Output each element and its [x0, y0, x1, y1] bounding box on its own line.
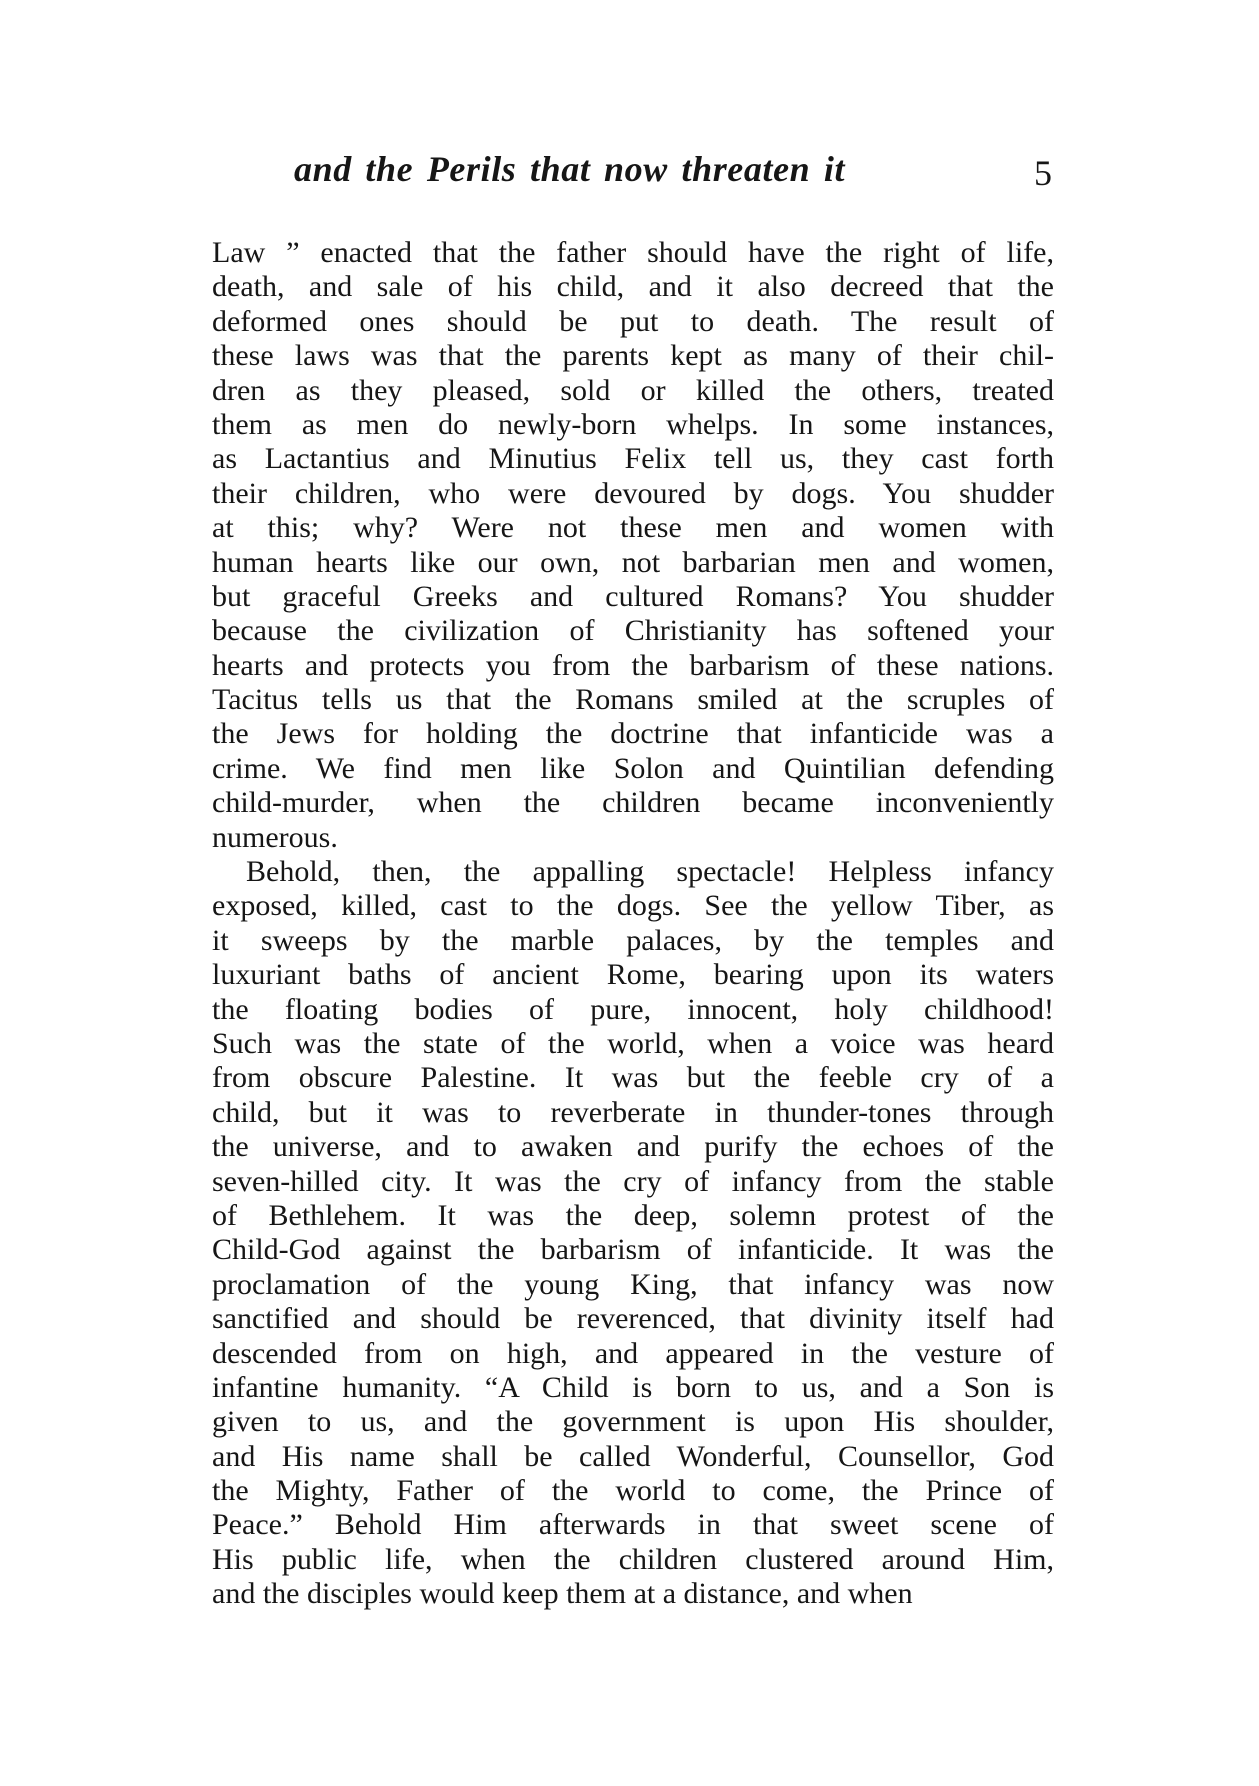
- text-line: Behold, then, the appalling spectacle! Helpless infancy: [246, 855, 1054, 889]
- text-line: their children, who were devoured by dogs. You shudder: [212, 476, 1054, 510]
- text-line: exposed, killed, cast to the dogs. See the yellow Tiber, as: [212, 889, 1054, 923]
- text-line: the Mighty, Father of the world to come, the Prince of: [212, 1474, 1054, 1508]
- text-line: child, but it was to reverberate in thunder-tones through: [212, 1095, 1054, 1129]
- paragraph: [212, 236, 1054, 855]
- text-line: crime. We find men like Solon and Quintilian defending: [212, 751, 1054, 785]
- text-line: at this; why? Were not these men and women with: [212, 511, 1054, 545]
- text-line: given to us, and the government is upon His shoulder,: [212, 1405, 1054, 1439]
- text-line: Such was the state of the world, when a voice was heard: [212, 1026, 1054, 1060]
- text-line: His public life, when the children clustered around Him,: [212, 1542, 1054, 1576]
- text-line: luxuriant baths of ancient Rome, bearing upon its waters: [212, 958, 1054, 992]
- text-line: as Lactantius and Minutius Felix tell us, they cast forth: [212, 442, 1054, 476]
- text-line: from obscure Palestine. It was but the feeble cry of a: [212, 1061, 1054, 1095]
- text-line: hearts and protects you from the barbarism of these nations.: [212, 648, 1054, 682]
- text-line: and His name shall be called Wonderful, Counsellor, God: [212, 1439, 1054, 1473]
- text-line: seven-hilled city. It was the cry of infancy from the stable: [212, 1164, 1054, 1198]
- text-line: deformed ones should be put to death. The result of: [212, 304, 1054, 338]
- text-line: death, and sale of his child, and it also decreed that the: [212, 270, 1054, 304]
- text-line: infantine humanity. “A Child is born to us, and a Son is: [212, 1370, 1054, 1404]
- text-line: numerous.: [212, 820, 338, 854]
- text-line: of Bethlehem. It was the deep, solemn protest of the: [212, 1198, 1054, 1232]
- text-line: the universe, and to awaken and purify the echoes of the: [212, 1130, 1054, 1164]
- running-title: and the Perils that now threaten it: [294, 149, 846, 189]
- text-line: sanctified and should be reverenced, that divinity itself had: [212, 1302, 1054, 1336]
- text-line: descended from on high, and appeared in the vesture of: [212, 1336, 1054, 1370]
- text-line: these laws was that the parents kept as many of their chil-: [212, 339, 1054, 373]
- text-line: Child-God against the barbarism of infanticide. It was the: [212, 1233, 1054, 1267]
- text-line: proclamation of the young King, that infancy was now: [212, 1267, 1054, 1301]
- paragraph: [212, 855, 1054, 1612]
- running-head: [212, 148, 1052, 194]
- text-line: them as men do newly-born whelps. In some instances,: [212, 407, 1054, 441]
- text-line: it sweeps by the marble palaces, by the temples and: [212, 923, 1054, 957]
- text-line: but graceful Greeks and cultured Romans? You shudder: [212, 579, 1054, 613]
- text-line: Tacitus tells us that the Romans smiled at the scruples of: [212, 683, 1054, 717]
- text-line: because the civilization of Christianity has softened your: [212, 614, 1054, 648]
- text-line: the Jews for holding the doctrine that infanticide was a: [212, 717, 1054, 751]
- text-line: Law ” enacted that the father should have the right of life,: [212, 236, 1054, 269]
- text-line: Peace.” Behold Him afterwards in that sweet scene of: [212, 1508, 1054, 1542]
- page-number: 5: [1034, 153, 1052, 193]
- body-text: [212, 236, 1054, 1612]
- text-line: dren as they pleased, sold or killed the others, treated: [212, 373, 1054, 407]
- text-line: child-murder, when the children became inconveniently: [212, 786, 1054, 820]
- text-line: the floating bodies of pure, innocent, holy childhood!: [212, 992, 1054, 1026]
- text-line: human hearts like our own, not barbarian men and women,: [212, 545, 1054, 579]
- text-line: and the disciples would keep them at a distance, and when: [212, 1577, 913, 1611]
